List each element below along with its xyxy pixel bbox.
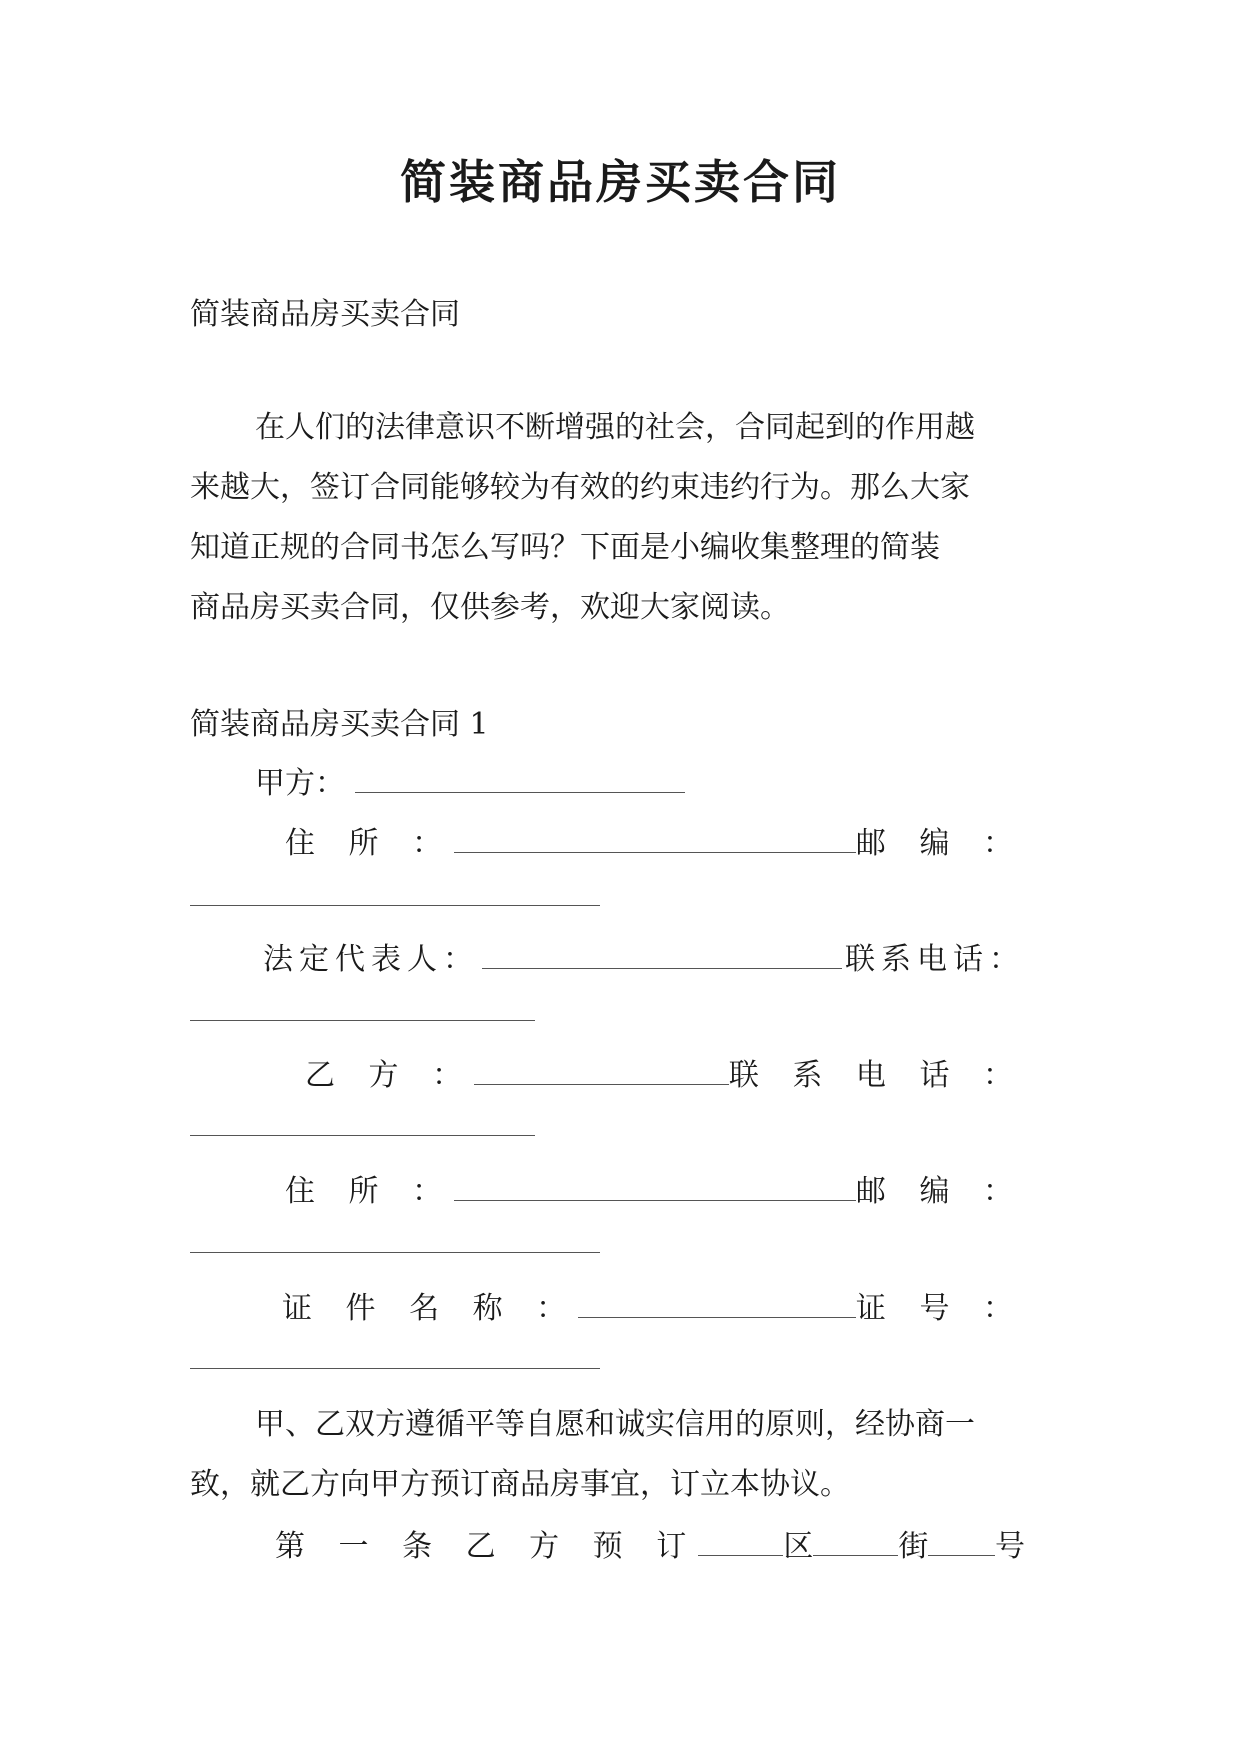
party-a-postcode-label: 邮 编 ：	[855, 826, 1025, 861]
party-b-address-blank[interactable]	[454, 1170, 856, 1201]
agreement-line-2: 致，就乙方向甲方预订商品房事宜，订立本协议。	[190, 1467, 850, 1502]
article1-number-blank[interactable]	[928, 1525, 995, 1556]
article1-prefix: 第 一 条 乙 方 预 订	[275, 1529, 699, 1564]
party-b-label: 乙 方 ：	[305, 1058, 475, 1093]
agreement-line-1: 甲、乙双方遵循平等自愿和诚实信用的原则，经协商一	[255, 1407, 975, 1442]
party-b-phone-blank[interactable]	[190, 1105, 535, 1136]
party-a-legal-rep-blank[interactable]	[482, 938, 842, 969]
party-a-address-label: 住 所 ：	[285, 826, 455, 861]
article1-street-label: 街	[898, 1529, 929, 1564]
party-b-phone-label: 联 系 电 话 ：	[728, 1058, 1025, 1093]
article1-street-blank[interactable]	[813, 1525, 898, 1556]
party-a-phone-label: 联系电话：	[845, 942, 1025, 977]
document-subtitle: 简装商品房买卖合同	[190, 297, 460, 332]
article1-district-blank[interactable]	[698, 1525, 783, 1556]
party-b-postcode-label: 邮 编 ：	[855, 1174, 1025, 1209]
party-b-id-name-label: 证 件 名 称 ：	[282, 1291, 579, 1326]
party-a-label: 甲方：	[255, 766, 345, 801]
party-a-address-blank[interactable]	[454, 822, 856, 853]
page-title: 简装商品房买卖合同	[400, 155, 841, 209]
party-b-id-number-blank[interactable]	[190, 1338, 600, 1369]
party-b-id-name-blank[interactable]	[578, 1287, 856, 1318]
party-b-id-number-label: 证 号 ：	[855, 1291, 1025, 1326]
intro-line-2: 来越大，签订合同能够较为有效的约束违约行为。那么大家	[190, 470, 970, 505]
intro-line-4: 商品房买卖合同，仅供参考，欢迎大家阅读。	[190, 590, 790, 625]
party-b-name-blank[interactable]	[474, 1054, 729, 1085]
article1-number-label: 号	[995, 1529, 1025, 1564]
party-a-phone-blank[interactable]	[190, 990, 535, 1021]
article1-district-label: 区	[783, 1529, 814, 1564]
section-heading: 简装商品房买卖合同 1	[190, 707, 489, 742]
party-b-address-label: 住 所 ：	[285, 1174, 455, 1209]
party-a-legal-rep-label: 法定代表人：	[263, 942, 479, 977]
intro-line-3: 知道正规的合同书怎么写吗？下面是小编收集整理的简装	[190, 530, 940, 565]
party-a-postcode-blank[interactable]	[190, 875, 600, 906]
party-a-name-blank[interactable]	[355, 762, 685, 793]
party-b-postcode-blank[interactable]	[190, 1222, 600, 1253]
intro-line-1: 在人们的法律意识不断增强的社会，合同起到的作用越	[255, 410, 975, 445]
